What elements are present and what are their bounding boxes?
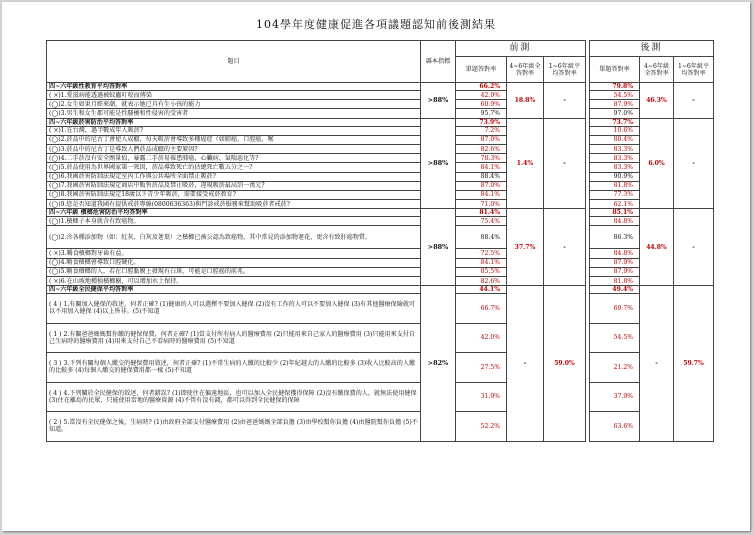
pre-grade-all-correct: 37.7% [507, 209, 544, 286]
question-row [47, 277, 714, 286]
question-text: ( ×)1.愛滋病能透過被蚊蟲叮咬而傳染 [47, 91, 421, 100]
post-grade-rate-header: 4~6年級全答對率 [640, 57, 674, 83]
pre-single-rate: 82.6% [456, 277, 507, 286]
post-single-rate: 81.8% [590, 277, 640, 286]
question-row [47, 135, 714, 144]
section-title: 四~六年級 檳榔危害防治平均答對率 [47, 209, 421, 217]
pre-single-rate: 85.5% [456, 267, 507, 276]
post-test-header: 後測 [590, 41, 714, 57]
post-single-rate: 83.3% [590, 144, 640, 153]
question-text: ( 1 ) 2.有關爸爸媽媽幫你繳的健保保費，何者正確? (1)當支付所有病人的醫療費用 (2)只能用來自己家人的醫療費用 (3)只能用來支付自己生病時的醫療費用 (4)用來支付自己不看病時的醫療費用 (5)不知道 [47, 323, 421, 353]
post-average: 49.4% [590, 286, 640, 294]
post-single-rate: 87.9% [590, 100, 640, 109]
question-row [47, 109, 714, 118]
question-text: ( ×)3.嚼食檳榔對牙齒有益。 [47, 249, 421, 258]
question-row [47, 267, 714, 276]
post-single-rate: 87.9% [590, 267, 640, 276]
post-single-rate: 84.8% [590, 217, 640, 226]
pre-average: 81.4% [456, 209, 507, 217]
question-text: (◯)9.您是否知道我國有提供戒菸專線(0800636363)與門診戒菸服務來幫助吸菸者戒菸? [47, 200, 421, 209]
county-index-value: >88% [421, 83, 456, 119]
question-row [47, 91, 714, 100]
pre-average: 44.1% [456, 286, 507, 294]
post-single-rate: 21.2% [590, 353, 640, 383]
pre-grade-all-correct: - [507, 286, 544, 442]
post-single-rate: 37.9% [590, 382, 640, 412]
page-title: 104學年度健康促進各項議題認知前後測結果 [256, 18, 496, 31]
county-index-value: >88% [421, 209, 456, 286]
pre-single-rate: 72.5% [456, 249, 507, 258]
question-row [47, 382, 714, 412]
section-header-row [47, 209, 714, 217]
post-avg-all-grades: - [674, 118, 714, 209]
question-text: ( 2 ) 5.當沒有全民健保之後，生病時? (1)由政府全部支付醫療費用 (2)由爸爸媽媽全部負擔 (3)由學校幫你負擔 (4)由醫院幫你負擔 (5)不知道。 [47, 412, 421, 442]
pre-single-rate: 95.7% [456, 109, 507, 118]
question-text: ( ×)1.在台灣，過半數成年人吸菸? [47, 126, 421, 135]
pre-single-rate: 71.0% [456, 200, 507, 209]
pre-avg-all-grades: - [544, 209, 586, 286]
pre-grade-rate-header: 4~6年級全答對率 [507, 57, 544, 83]
topic-header: 題目 [47, 41, 421, 83]
question-row [47, 190, 714, 199]
question-row [47, 163, 714, 172]
question-row [47, 412, 714, 442]
pre-single-rate: 60.9% [456, 100, 507, 109]
post-average: 79.8% [590, 83, 640, 91]
post-single-rate: 83.3% [590, 154, 640, 163]
section-header-row [47, 118, 714, 126]
post-grade-all-correct: 44.8% [640, 209, 674, 286]
post-grade-all-correct: 6.0% [640, 118, 674, 209]
post-single-rate: 97.0% [590, 109, 640, 118]
pre-single-rate: 82.6% [456, 144, 507, 153]
question-text: (◯)7.我國菸害防制法規定商店中販售菸品及禁止吸菸，違規吸菸最高罰一萬元? [47, 181, 421, 190]
pre-single-rate: 87.0% [456, 135, 507, 144]
county-index-value: >88% [421, 118, 456, 209]
question-text: ( 4 ) 4.下列關於全民健保的敘述，何者錯誤? (1)即使住在偏遠地區，也可以加入全民健保獲得保障 (2)沒有繳保費的人，就無法使用健保 (3)住在離島的民眾，只能使用當地的醫療資源 (4)不管有沒有錢，都可以得到全民健保的保障 [47, 382, 421, 412]
question-row [47, 154, 714, 163]
pre-single-rate: 87.0% [456, 181, 507, 190]
question-row [47, 353, 714, 383]
question-text: (◯)5.嚼食檳榔的人，若在口腔黏膜上發現有白斑，可能是口腔癌的前兆。 [47, 267, 421, 276]
question-row [47, 323, 714, 353]
post-single-rate: 81.8% [590, 181, 640, 190]
question-text: (◯)1.檳榔子本身就含有致癌物。 [47, 217, 421, 226]
post-single-rate: 80.4% [590, 135, 640, 144]
post-single-rate-header: 單題答對率 [590, 57, 640, 83]
pre-avg-all-grades: - [544, 118, 586, 209]
pre-single-rate: 42.0% [456, 323, 507, 353]
question-row [47, 100, 714, 109]
question-text: (◯)2.菸品中的尼古丁會使人成癮，每天吸菸會導致多種癌症（如肺癌、口腔癌、喉 [47, 135, 421, 144]
document-page [2, 2, 750, 531]
pre-single-rate: 7.2% [456, 126, 507, 135]
section-title: 四~六年級性教育平均答對率 [47, 83, 421, 91]
question-text: (◯)3.男生和女生都可能是性騷擾和性侵害的受害者 [47, 109, 421, 118]
pre-single-rate: 75.4% [456, 217, 507, 226]
post-single-rate: 54.5% [590, 323, 640, 353]
post-avg-all-grades: - [674, 83, 714, 119]
question-text: ( ×)6.在山坡地種植檳榔樹，可以增加水土保持。 [47, 277, 421, 286]
question-text: ( 4 ) 1.有關加入健保的敘述，何者正確? (1)健康的人可以選擇不要加入健保 (2)沒有工作的人可以不要加入健保 (3)有其他醫療保險就可以不用加入健保 (4)以上皆非。(5)不知道 [47, 294, 421, 324]
post-grade-all-correct: 46.3% [640, 83, 674, 119]
question-text: (◯)8.我國菸害防制法規定18歲以下青少年吸菸，需要接受戒菸教育? [47, 190, 421, 199]
pre-test-header: 前測 [456, 41, 586, 57]
county-index-header: 縣本指標 [421, 41, 456, 83]
post-avg-all-grades: - [674, 209, 714, 286]
post-single-rate: 84.8% [590, 249, 640, 258]
post-average: 73.7% [590, 118, 640, 126]
post-single-rate: 83.3% [590, 163, 640, 172]
question-row [47, 294, 714, 324]
pre-single-rate: 31.9% [456, 382, 507, 412]
pre-average: 73.9% [456, 118, 507, 126]
post-single-rate: 69.7% [590, 294, 640, 324]
post-single-rate: 10.6% [590, 126, 640, 135]
pre-grade-all-correct: 1.4% [507, 118, 544, 209]
post-single-rate: 63.6% [590, 412, 640, 442]
section-title: 四~六年級全民健保平均答對率 [47, 286, 421, 294]
pre-single-rate: 84.1% [456, 258, 507, 267]
question-row [47, 144, 714, 153]
pre-avg-rate-header: 1~6年級平均答對率 [544, 57, 586, 83]
pre-single-rate: 27.5% [456, 353, 507, 383]
pre-single-rate: 42.0% [456, 91, 507, 100]
post-avg-all-grades: 59.7% [674, 286, 714, 442]
section-header-row [47, 83, 714, 91]
post-single-rate: 54.5% [590, 91, 640, 100]
pre-single-rate: 88.4% [456, 172, 507, 181]
question-row [47, 172, 714, 181]
question-text: (◯)3.菸品中的尼古丁是導致人們菸品成癮的主要原因? [47, 144, 421, 153]
pre-single-rate: 52.2% [456, 412, 507, 442]
pre-single-rate: 66.7% [456, 294, 507, 324]
question-row [47, 126, 714, 135]
question-text: (◯)2.含各種添加物（如：紅灰、白灰及荖葉）之檳榔已被公認為致癌物，其中常見的添加物荖花，更含有致肝癌物質。 [47, 226, 421, 249]
pre-single-rate: 84.1% [456, 190, 507, 199]
post-single-rate: 86.3% [590, 226, 640, 249]
question-row [47, 226, 714, 249]
question-text: (◯)4.嚼食檳榔會導致口腔硬化。 [47, 258, 421, 267]
pre-single-rate: 78.3% [456, 154, 507, 163]
pre-grade-all-correct: 18.8% [507, 83, 544, 119]
pre-single-rate: 88.4% [456, 226, 507, 249]
post-grade-all-correct: - [640, 286, 674, 442]
county-index-value: >82% [421, 286, 456, 442]
post-single-rate: 87.9% [590, 258, 640, 267]
pre-avg-all-grades: - [544, 83, 586, 119]
pre-average: 66.2% [456, 83, 507, 91]
section-title: 四~六年級菸害防治平均答對率 [47, 118, 421, 126]
post-single-rate: 90.9% [590, 172, 640, 181]
post-single-rate: 62.1% [590, 200, 640, 209]
pre-avg-all-grades: 59.0% [544, 286, 586, 442]
question-text: ( 3 ) 3.下列有關每個人繳交的健保費用敘述，何者正確? (1)不常生病的人繳的比較少 (2)年紀越大的人繳的比較多 (3)收入比較高的人繳的比較多 (4)每個人繳交的健保費用都一樣 (5)不知道 [47, 353, 421, 383]
pre-single-rate-header: 單題答對率 [456, 57, 507, 83]
question-row [47, 200, 714, 209]
post-average: 85.1% [590, 209, 640, 217]
results-table [46, 40, 714, 442]
pre-single-rate: 84.1% [456, 163, 507, 172]
question-text: (◯)6.我國菸害防制法規定室內工作與公共場所全面禁止吸菸? [47, 172, 421, 181]
question-row [47, 258, 714, 267]
post-single-rate: 77.3% [590, 190, 640, 199]
question-text: (◯)4.二手菸沒有安全劑量值，暴露二手菸易罹患肺癌、心臟病、氣喘惡化等? [47, 154, 421, 163]
question-row [47, 181, 714, 190]
post-avg-rate-header: 1~6年級平均答對率 [674, 57, 714, 83]
section-header-row [47, 286, 714, 294]
question-text: (◯)5.菸品使用為世界國家第一死因，菸品導致死亡的估總死亡數五分之一? [47, 163, 421, 172]
question-text: (◯)2.女生如果月經來潮，就表示她已具有生小孩的能力 [47, 100, 421, 109]
question-row [47, 217, 714, 226]
question-row [47, 249, 714, 258]
